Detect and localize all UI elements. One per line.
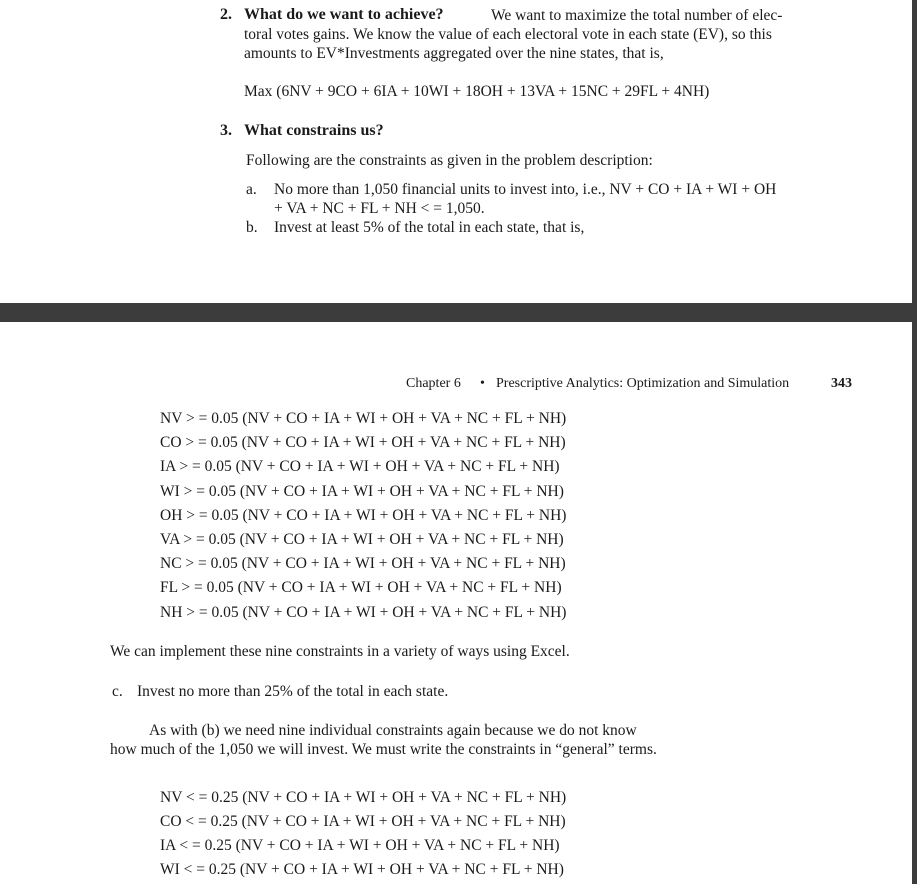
objective-function: Max (6NV + 9CO + 6IA + 10WI + 18OH + 13VA + 15NC + 29FL + 4NH): [244, 83, 710, 100]
constraint-line: NH > = 0.05 (NV + CO + IA + WI + OH + VA + NC + FL + NH): [160, 604, 567, 621]
bottom-page: [0, 322, 912, 884]
page-number: 343: [831, 376, 852, 391]
item-a-line2: + VA + NC + FL + NH < = 1,050.: [274, 200, 485, 217]
top-page: [0, 0, 912, 303]
page-edge: [912, 322, 917, 884]
header-title: Prescriptive Analytics: Optimization and Simulation: [496, 376, 790, 391]
constraint-line: CO > = 0.05 (NV + CO + IA + WI + OH + VA + NC + FL + NH): [160, 434, 566, 451]
q2-line3: amounts to EV*Investments aggregated over the nine states, that is,: [244, 45, 664, 62]
header-chapter: Chapter 6: [406, 376, 461, 391]
constraint-line: OH > = 0.05 (NV + CO + IA + WI + OH + VA + NC + FL + NH): [160, 507, 567, 524]
item-a-line1: No more than 1,050 financial units to invest into, i.e., NV + CO + IA + WI + OH: [274, 181, 777, 198]
constraint-line: WI > = 0.05 (NV + CO + IA + WI + OH + VA + NC + FL + NH): [160, 483, 564, 500]
paragraph-line1: As with (b) we need nine individual constraints again because we do not know: [149, 722, 637, 739]
page-separator: [0, 303, 917, 322]
q3-title: What constrains us?: [244, 122, 384, 139]
constraint-line: IA > = 0.05 (NV + CO + IA + WI + OH + VA + NC + FL + NH): [160, 458, 560, 475]
constraint-line: IA < = 0.25 (NV + CO + IA + WI + OH + VA + NC + FL + NH): [160, 837, 560, 854]
page-edge: [912, 0, 917, 303]
q2-number: 2.: [220, 6, 232, 23]
q2-line2: toral votes gains. We know the value of each electoral vote in each state (EV), so this: [244, 26, 772, 43]
item-b-marker: b.: [246, 219, 258, 236]
item-a-marker: a.: [246, 181, 257, 198]
constraint-line: FL > = 0.05 (NV + CO + IA + WI + OH + VA + NC + FL + NH): [160, 579, 562, 596]
item-b-text: Invest at least 5% of the total in each state, that is,: [274, 219, 585, 236]
constraint-line: CO < = 0.25 (NV + CO + IA + WI + OH + VA + NC + FL + NH): [160, 813, 566, 830]
implement-note: We can implement these nine constraints in a variety of ways using Excel.: [110, 643, 570, 660]
constraint-line: VA > = 0.05 (NV + CO + IA + WI + OH + VA + NC + FL + NH): [160, 531, 564, 548]
constraint-line: NV < = 0.25 (NV + CO + IA + WI + OH + VA + NC + FL + NH): [160, 789, 567, 806]
constraint-line: WI < = 0.25 (NV + CO + IA + WI + OH + VA + NC + FL + NH): [160, 861, 564, 878]
constraint-line: NC > = 0.05 (NV + CO + IA + WI + OH + VA + NC + FL + NH): [160, 555, 566, 572]
q2-title: What do we want to achieve?: [244, 6, 444, 23]
q3-number: 3.: [220, 122, 232, 139]
constraint-line: NV > = 0.05 (NV + CO + IA + WI + OH + VA + NC + FL + NH): [160, 410, 567, 427]
q2-line1: We want to maximize the total number of elec-: [491, 7, 783, 24]
item-c-text: Invest no more than 25% of the total in each state.: [137, 683, 449, 700]
header-bullet: •: [480, 376, 485, 391]
item-c-marker: c.: [112, 683, 123, 700]
paragraph-line2: how much of the 1,050 we will invest. We must write the constraints in “general” terms.: [110, 741, 657, 758]
q3-intro: Following are the constraints as given in the problem description:: [246, 152, 653, 169]
